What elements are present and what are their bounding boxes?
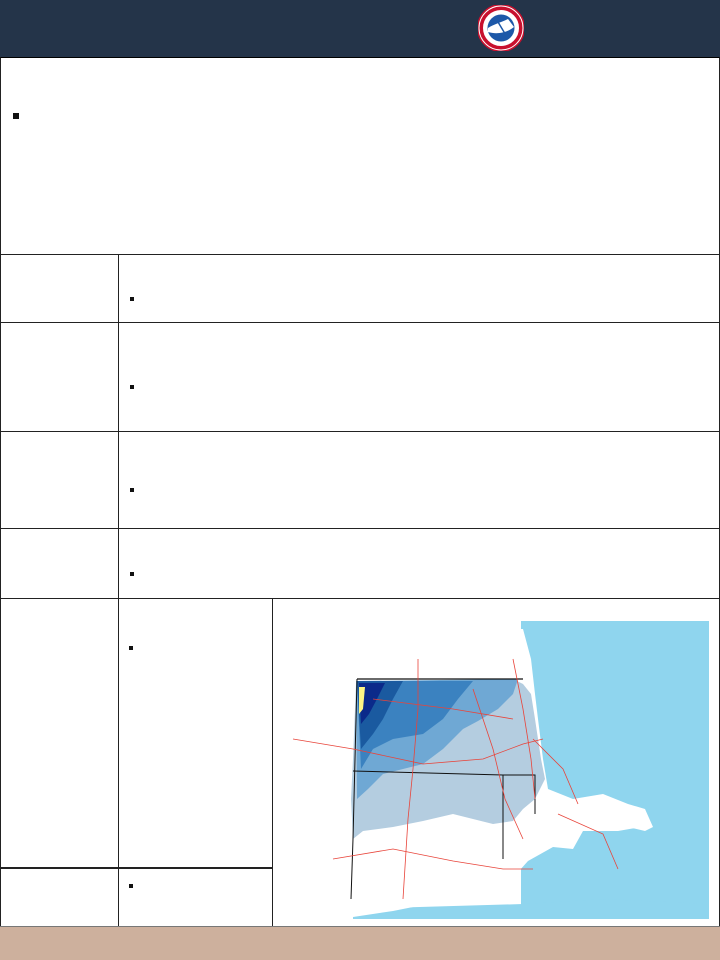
snowfall-map-graphic <box>273 599 719 926</box>
bullet-icon <box>129 646 133 650</box>
row-content <box>119 255 719 322</box>
bullet-icon <box>130 385 134 389</box>
row-timing <box>0 255 720 323</box>
row-label <box>1 529 119 598</box>
bullet-icon <box>129 884 133 888</box>
bullet-icon <box>13 113 19 119</box>
row-forecast-challenges <box>0 529 720 599</box>
lower-text-column <box>119 599 273 926</box>
overview-section <box>0 57 720 255</box>
ocean-area <box>521 621 709 919</box>
row-label <box>1 255 119 322</box>
divider <box>1 867 273 869</box>
row-label <box>1 432 119 528</box>
row-nws-alerts <box>0 432 720 529</box>
nws-logo-icon <box>478 5 524 51</box>
footer-bar <box>0 926 720 960</box>
row-hazards <box>0 323 720 432</box>
snowfall-map <box>273 599 719 926</box>
row-content <box>119 529 719 598</box>
bullet-icon <box>130 488 134 492</box>
bullet-icon <box>130 572 134 576</box>
header-banner <box>0 0 720 57</box>
row-content <box>119 432 719 528</box>
row-content <box>119 323 719 431</box>
lower-section <box>0 599 720 926</box>
bullet-icon <box>130 297 134 301</box>
row-label <box>1 323 119 431</box>
lower-label-column <box>1 599 119 926</box>
